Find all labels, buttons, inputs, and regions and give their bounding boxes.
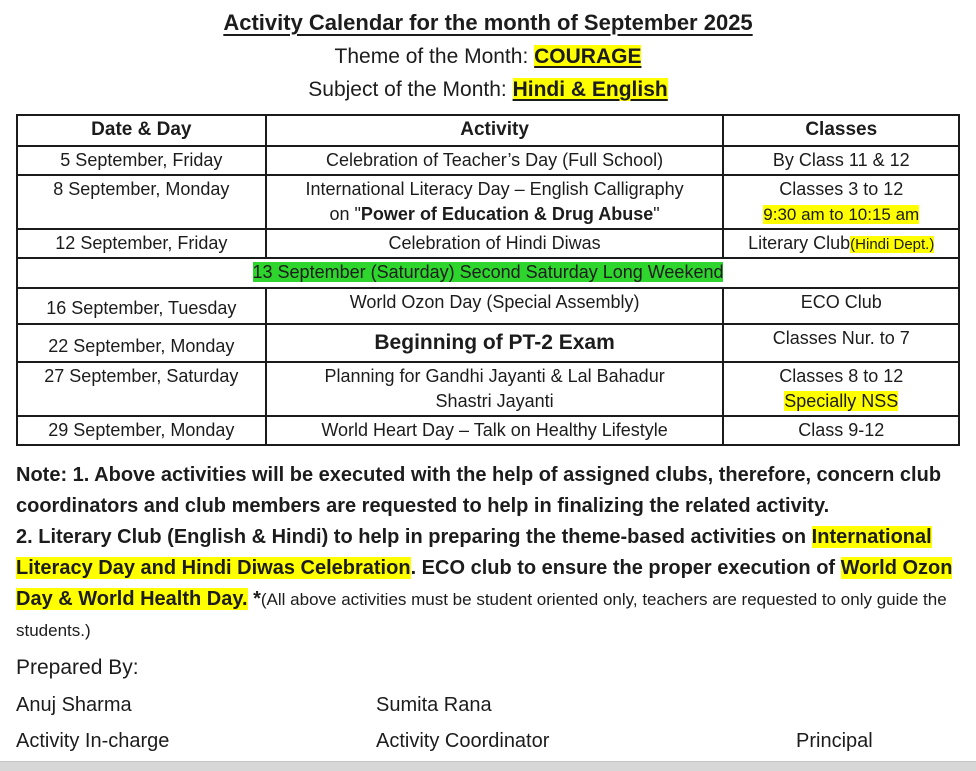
cell-line [22, 364, 261, 389]
subject-line [0, 78, 976, 102]
text-run: World Ozon Day & World Health Day. [16, 557, 953, 611]
activity-cell [266, 324, 724, 362]
signature-section [16, 654, 960, 753]
cell-line [728, 231, 954, 256]
activity-cell [266, 288, 724, 324]
text-run: Specially NSS [784, 390, 899, 411]
text-run: Classes Nur. to 7 [772, 327, 910, 348]
cell-line [271, 231, 719, 256]
classes-cell [723, 416, 959, 445]
text-run: Hindi & English [512, 78, 668, 101]
signatory-name-empty [796, 694, 960, 717]
cell-line [728, 389, 954, 414]
cell-line [728, 326, 954, 351]
cell-line [22, 418, 261, 443]
cell-line [22, 177, 261, 202]
cell-line [271, 389, 719, 414]
text-run: ECO Club [800, 291, 882, 312]
cell-line [271, 364, 719, 389]
cell-line [22, 296, 261, 321]
text-run: 5 September, Friday [60, 149, 223, 170]
table-row [17, 324, 959, 362]
text-run: Beginning of PT-2 Exam [374, 330, 615, 354]
cell-line [271, 290, 719, 315]
text-run: World Ozon Day (Special Assembly) [349, 291, 640, 312]
theme-line [0, 45, 976, 69]
cell-line [22, 148, 261, 173]
text-run: Celebration of Teacher’s Day (Full School) [326, 149, 664, 170]
text-run: Planning for Gandhi Jayanti & Lal Bahadur [324, 365, 665, 386]
document-title: Activity Calendar for the month of September 2025 [223, 10, 753, 35]
text-run: 27 September, Saturday [44, 365, 239, 386]
weekend-banner [22, 260, 954, 285]
text-run: By Class 11 & 12 [772, 149, 910, 170]
text-run: Theme of the Month: [334, 45, 535, 68]
cell-line [22, 334, 261, 359]
header-cell-classes: Classes [723, 115, 959, 146]
classes-cell [723, 146, 959, 175]
date-cell [17, 229, 266, 258]
activity-table [16, 114, 960, 446]
table-row [17, 362, 959, 416]
text-run: Shastri Jayanti [435, 390, 554, 411]
text-run: Note: 1. Above activities will be executed with the help of assigned clubs, therefore, concern club coordinators and club members are requested to help in finalizing the related activity. [16, 464, 942, 518]
text-run: 29 September, Monday [48, 419, 235, 440]
signatory-names-row [16, 694, 960, 717]
text-run: * [247, 588, 261, 611]
table-row [17, 288, 959, 324]
text-run: 12 September, Friday [55, 233, 228, 254]
table-row [17, 416, 959, 445]
signatory-role: Activity Coordinator [376, 730, 550, 753]
text-run: 2. Literary Club (English & Hindi) to help in preparing the theme-based activities on [16, 526, 812, 549]
header-cell-activity: Activity [266, 115, 724, 146]
cell-line [728, 364, 954, 389]
cell-line [271, 418, 719, 443]
text-run: 22 September, Monday [48, 336, 235, 357]
date-cell [17, 416, 266, 445]
text-run: (All above activities must be student oriented only, teachers are requested to only guide the students.) [16, 590, 947, 641]
cell-line [271, 328, 719, 357]
text-run: 16 September, Tuesday [46, 298, 237, 319]
cell-line [271, 202, 719, 227]
text-run: (Hindi Dept.) [850, 236, 935, 254]
prepared-by-label: Prepared By: [16, 656, 139, 680]
note-paragraph-1 [16, 460, 960, 522]
activity-cell [266, 175, 724, 229]
cell-line [271, 148, 719, 173]
classes-cell [723, 288, 959, 324]
classes-cell [723, 229, 959, 258]
header-cell-date-day: Date & Day [17, 115, 266, 146]
date-cell [17, 288, 266, 324]
text-run: Literary Club [748, 233, 851, 254]
classes-cell [723, 324, 959, 362]
text-run: on " [329, 203, 361, 224]
text-run: Class 9-12 [798, 419, 885, 440]
text-run: Celebration of Hindi Diwas [388, 233, 601, 254]
cell-line [728, 418, 954, 443]
date-cell [17, 324, 266, 362]
signatory-name: Sumita Rana [376, 694, 492, 717]
activity-cell [266, 362, 724, 416]
activity-cell [266, 146, 724, 175]
table-row [17, 175, 959, 229]
table-header-row [17, 115, 959, 146]
merged-weekend-cell [17, 258, 959, 287]
classes-cell [723, 362, 959, 416]
signatory-roles-row [16, 730, 960, 753]
text-run: International Literacy Day and Hindi Diwas Celebration [16, 526, 932, 580]
text-run: International Literacy Day – English Calligraphy [305, 178, 684, 199]
activity-cell [266, 416, 724, 445]
signatory-name: Anuj Sharma [16, 694, 132, 717]
text-run: Subject of the Month: [308, 78, 513, 101]
cell-line [728, 202, 954, 227]
date-cell [17, 362, 266, 416]
text-run: Power of Education & Drug Abuse [360, 203, 654, 224]
window-bottom-edge [0, 761, 976, 771]
note-paragraph-2 [16, 522, 960, 646]
text-run: 8 September, Monday [53, 178, 230, 199]
signatory-role: Activity In-charge [16, 730, 170, 753]
text-run: Classes 8 to 12 [779, 365, 904, 386]
text-run: " [653, 203, 660, 224]
text-run: Classes 3 to 12 [779, 178, 904, 199]
classes-cell [723, 175, 959, 229]
text-run: . ECO club to ensure the proper execution of [410, 557, 841, 580]
cell-line [22, 231, 261, 256]
text-run: 9:30 am to 10:15 am [763, 204, 920, 224]
cell-line [271, 177, 719, 202]
cell-line [728, 290, 954, 315]
signatory-role: Principal [796, 730, 873, 753]
document-header [0, 0, 976, 102]
note-section [16, 460, 960, 646]
date-cell [17, 146, 266, 175]
text-run: 13 September (Saturday) Second Saturday Long Weekend [252, 262, 724, 283]
text-run: COURAGE [534, 45, 642, 68]
text-run: World Heart Day – Talk on Healthy Lifestyle [321, 419, 668, 440]
date-cell [17, 175, 266, 229]
activity-cell [266, 229, 724, 258]
merged-weekend-row [17, 258, 959, 287]
cell-line [728, 148, 954, 173]
table-row [17, 146, 959, 175]
cell-line [728, 177, 954, 202]
table-row [17, 229, 959, 258]
